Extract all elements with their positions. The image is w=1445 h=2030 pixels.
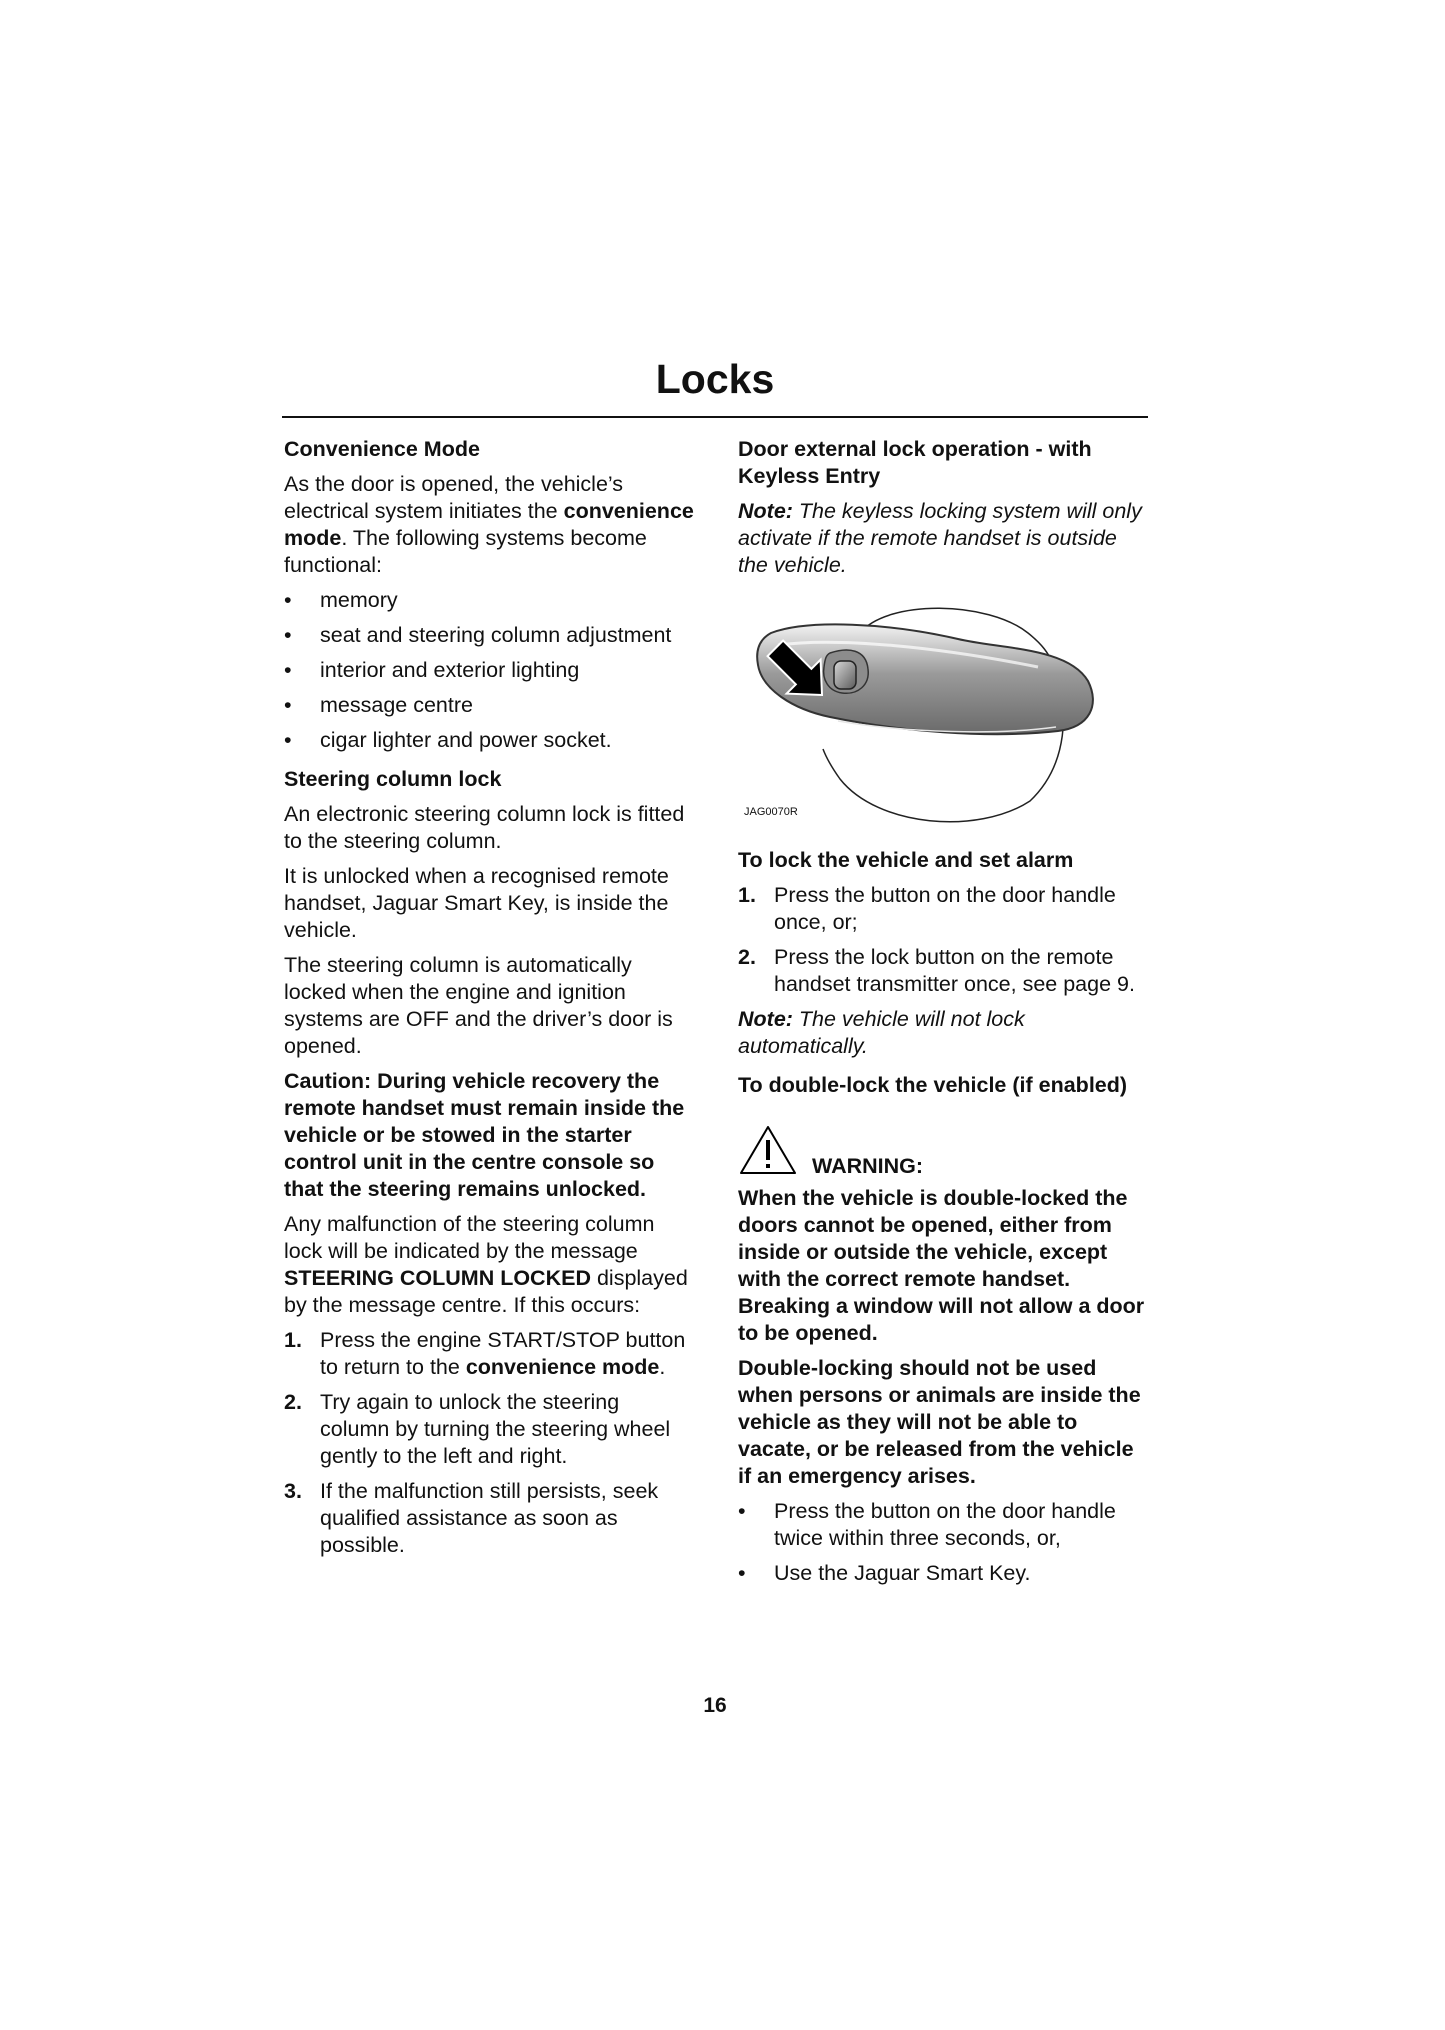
- list-item: 2. Try again to unlock the steering column by turning the steering wheel gently to the left and right.: [284, 1390, 671, 1468]
- list-item: • cigar lighter and power socket.: [284, 727, 694, 754]
- list-item: • seat and steering column adjustment: [284, 622, 694, 649]
- list-item: 1. Press the button on the door handle once, or;: [738, 883, 1116, 934]
- list-item: • message centre: [284, 692, 694, 719]
- caution-text: Caution: During vehicle recovery the remote handset must remain inside the vehicle or be stowed in the starter control unit in the centre console so that the steering remains unlocked.: [284, 1069, 685, 1201]
- double-lock-heading: To double-lock the vehicle (if enabled): [738, 1073, 1128, 1097]
- warning-label: WARNING:: [812, 1154, 924, 1178]
- title-rule: [282, 416, 1148, 418]
- door-handle-illustration: [738, 589, 1148, 829]
- lock-vehicle-heading: To lock the vehicle and set alarm: [738, 848, 1074, 872]
- list-item: • Use the Jaguar Smart Key.: [738, 1560, 1148, 1587]
- door-lock-heading: Door external lock operation - with Keyless Entry: [738, 437, 1092, 488]
- steering-lock-heading: Steering column lock: [284, 767, 502, 791]
- list-item: • Press the button on the door handle twice within three seconds, or,: [738, 1498, 1148, 1552]
- figure-code: JAG0070R: [744, 806, 798, 818]
- malfunction-steps: [284, 1327, 694, 1559]
- list-item: 2. Press the lock button on the remote handset transmitter once, see page 9.: [738, 945, 1135, 996]
- steering-lock-paragraph: The steering column is automatically locked when the engine and ignition systems are OFF and the driver’s door is opened.: [284, 953, 673, 1058]
- malfunction-paragraph: Any malfunction of the steering column lock will be indicated by the message STEERING COLUMN LOCKED displayed by the message centre. If this occurs:: [284, 1212, 688, 1317]
- door-handle-figure: [738, 589, 1148, 829]
- lock-steps: [738, 882, 1148, 998]
- page-number: 16: [703, 1694, 727, 1717]
- steering-lock-paragraph: It is unlocked when a recognised remote handset, Jaguar Smart Key, is inside the vehicle.: [284, 864, 669, 942]
- double-lock-list: [738, 1498, 1148, 1587]
- steering-lock-paragraph: An electronic steering column lock is fitted to the steering column.: [284, 802, 685, 853]
- warning-paragraph: Double-locking should not be used when persons or animals are inside the vehicle as they will not be able to vacate, or be released from the vehicle if an emergency arises.: [738, 1356, 1141, 1488]
- keyless-note: Note: The keyless locking system will only activate if the remote handset is outside the vehicle.: [738, 499, 1142, 577]
- list-item: • interior and exterior lighting: [284, 657, 694, 684]
- warning-paragraph: When the vehicle is double-locked the doors cannot be opened, either from inside or outside the vehicle, except with the correct remote handset. Breaking a window will not allow a door to be opened.: [738, 1186, 1145, 1345]
- auto-lock-note: Note: The vehicle will not lock automatically.: [738, 1007, 1025, 1058]
- warning-triangle-icon: [738, 1123, 798, 1177]
- list-item: 3. If the malfunction still persists, seek qualified assistance as soon as possible.: [284, 1479, 659, 1557]
- warning-header: [738, 1123, 1148, 1177]
- right-column: [738, 436, 1148, 1595]
- convenience-mode-heading: Convenience Mode: [284, 437, 480, 461]
- list-item: • memory: [284, 587, 694, 614]
- left-column: [284, 436, 694, 1567]
- convenience-features-list: [284, 587, 694, 754]
- list-item: 1. Press the engine START/STOP button to return to the convenience mode.: [284, 1328, 686, 1379]
- page-title: Locks: [655, 356, 775, 402]
- convenience-mode-intro: As the door is opened, the vehicle’s electrical system initiates the convenience mode. The following systems become functional:: [284, 472, 694, 577]
